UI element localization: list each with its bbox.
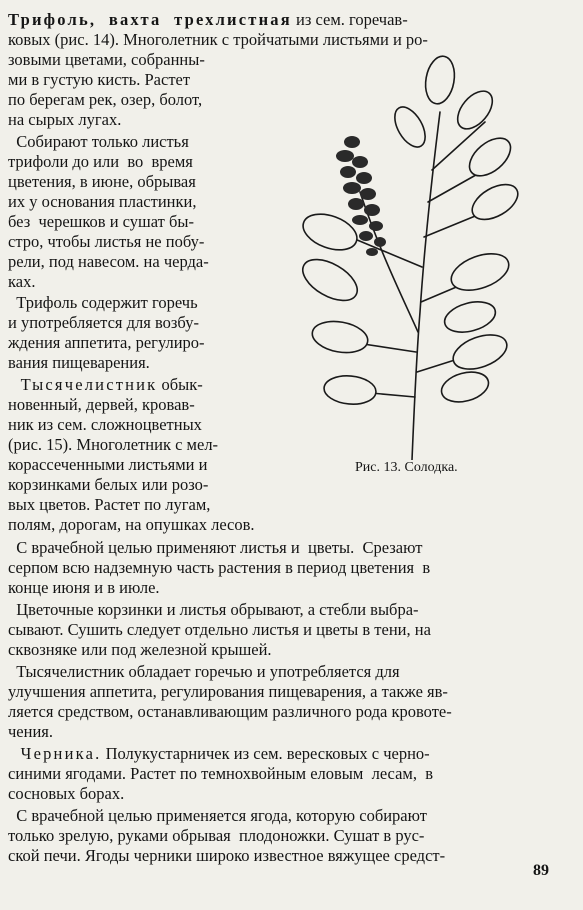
leaflet <box>438 367 492 406</box>
paragraph-bitterness-line-2: и употребляется для возбу- <box>8 313 199 332</box>
paragraph-collect-line-4: их у основания пластинки, <box>8 192 197 211</box>
paragraph-medical-use-line-2: серпом всю надземную часть растения в период цветения в <box>8 558 431 577</box>
paragraph-yarrow-use-line-2: улучшения аппетита, регулирования пищеварения, а также яв- <box>8 682 448 701</box>
leaflet <box>446 247 513 298</box>
leaflet <box>310 317 370 356</box>
leaflet <box>451 85 499 135</box>
paragraph-trifol-line-4: ми в густую кисть. Растет <box>8 70 191 89</box>
leaflet <box>296 251 364 309</box>
paragraph-yarrow-line-5: корассеченными листьями и <box>8 455 208 474</box>
paragraph-collect-line-6: стро, чтобы листья не побу- <box>8 232 205 251</box>
plant-stem <box>412 112 440 460</box>
paragraph-trifol-line-2: ковых (рис. 14). Многолетник с тройчатыми листьями и ро- <box>8 30 428 49</box>
paragraph-yarrow-line-2: новенный, дервей, кровав- <box>8 395 195 414</box>
figure-caption: Рис. 13. Солодка. <box>355 460 458 475</box>
paragraph-trifol-line-5: по берегам рек, озер, болот, <box>8 90 203 109</box>
paragraph-trifol-line-6: на сырых лугах. <box>8 110 122 129</box>
paragraph-collect-line-5: без черешков и сушат бы- <box>8 212 194 231</box>
paragraph-yarrow-line-6: корзинками белых или розо- <box>8 475 209 494</box>
licorice-plant-illustration <box>290 52 520 460</box>
paragraph-bilberry-line-1: Черника. Полукустарничек из сем. вересковых с черно- <box>8 744 430 763</box>
paragraph-medical-use-line-1: С врачебной целью применяют листья и цветы. Срезают <box>8 538 423 557</box>
paragraph-yarrow-use-line-4: чения. <box>8 722 53 741</box>
term-yarrow: Тысячелистник <box>8 375 158 394</box>
paragraph-yarrow-line-7: вых цветов. Растет по лугам, <box>8 495 211 514</box>
paragraph-collect-line-2: трифоли до или во время <box>8 152 193 171</box>
leaflet <box>466 177 520 226</box>
paragraph-yarrow-line-1: Тысячелистник обык- <box>8 375 203 394</box>
paragraph-bitterness-line-3: ждения аппетита, регулиро- <box>8 333 205 352</box>
paragraph-bitterness-line-1: Трифоль содержит горечь <box>8 293 198 312</box>
paragraph-baskets-line-2: сывают. Сушить следует отдельно листья и цветы в тени, на <box>8 620 431 639</box>
leaflet <box>441 297 498 338</box>
paragraph-berry-use-line-1: С врачебной целью применяется ягода, которую собирают <box>8 806 427 825</box>
paragraph-collect-line-8: ках. <box>8 272 36 291</box>
leaflet <box>323 374 377 406</box>
leaflet <box>422 54 458 106</box>
paragraph-yarrow-line-4: (рис. 15). Многолетник с мел- <box>8 435 219 454</box>
term-trifol: Трифоль, вахта трехлистная <box>8 10 292 29</box>
page-number: 89 <box>533 862 549 879</box>
paragraph-yarrow-line-8: полям, дорогам, на опушках лесов. <box>8 515 255 534</box>
paragraph-collect-line-3: цветения, в июне, обрывая <box>8 172 196 191</box>
paragraph-trifol-line-3: зовыми цветами, собранны- <box>8 50 205 69</box>
leaflet <box>463 131 518 183</box>
paragraph-yarrow-use-line-1: Тысячелистник обладает горечью и употребляется для <box>8 662 400 681</box>
term-bilberry: Черника. <box>8 744 102 763</box>
paragraph-baskets-line-3: сквозняке или под железной крышей. <box>8 640 272 659</box>
paragraph-baskets-line-1: Цветочные корзинки и листья обрывают, а стебли выбра- <box>8 600 419 619</box>
leaflet <box>389 102 432 152</box>
paragraph-collect-line-7: рели, под навесом. на черда- <box>8 252 209 271</box>
paragraph-berry-use-line-2: только зрелую, руками обрывая плодоножки. Сушат в рус- <box>8 826 425 845</box>
paragraph-yarrow-line-3: ник из сем. сложноцветных <box>8 415 202 434</box>
paragraph-berry-use-line-3: ской печи. Ягоды черники широко известное вяжущее средст- <box>8 846 446 865</box>
paragraph-bitterness-line-4: вания пищеварения. <box>8 353 150 372</box>
paragraph-bilberry-line-3: сосновых борах. <box>8 784 125 803</box>
leaflet <box>449 328 512 375</box>
paragraph-yarrow-use-line-3: ляется средством, останавливающим различного рода кровоте- <box>8 702 452 721</box>
leaflet <box>298 207 362 256</box>
paragraph-collect-line-1: Собирают только листья <box>8 132 189 151</box>
paragraph-medical-use-line-3: конце июня и в июле. <box>8 578 160 597</box>
paragraph-trifol-line-1: Трифоль, вахта трехлистная из сем. горечав- <box>8 10 408 29</box>
paragraph-bilberry-line-2: синими ягодами. Растет по темнохвойным еловым лесам, в <box>8 764 434 783</box>
